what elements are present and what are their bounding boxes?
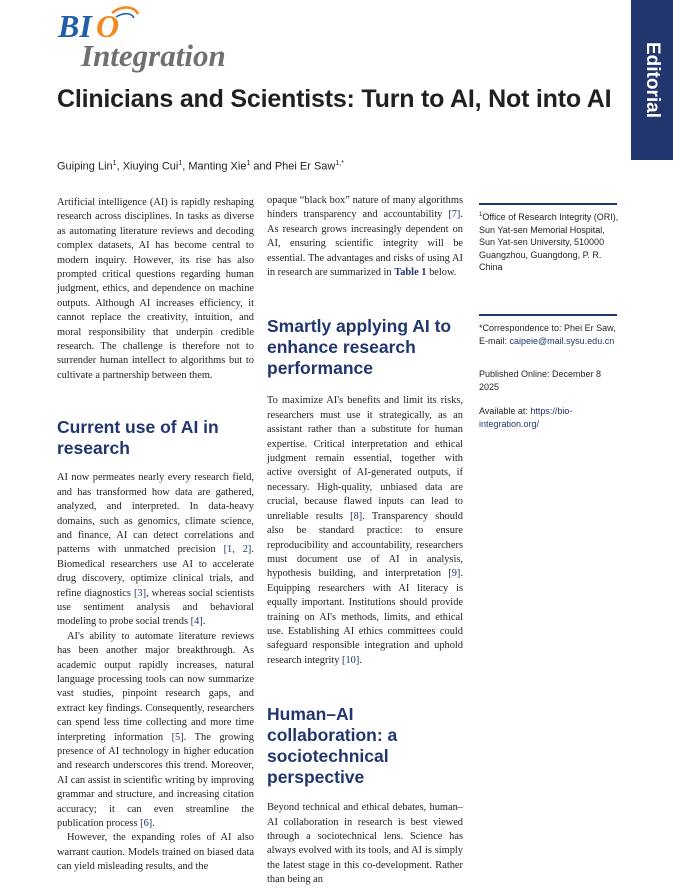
sidebar-divider <box>479 203 617 205</box>
body-paragraph: opaque “black box” nature of many algorithms hinders transparency and accountability [7]. As research grows increasingly dependent on AI, ensuring scientific integrity will be essential. The advantages and risks of using AI in research are summarized in Table 1 below. <box>267 195 463 279</box>
availability-note <box>479 405 619 430</box>
article-title: Clinicians and Scientists: Turn to AI, Not into AI <box>57 85 612 113</box>
correspondence-label: *Correspondence to: Phei Er Saw, E-mail: <box>479 323 616 346</box>
affiliation-note <box>479 209 619 274</box>
table-reference-link[interactable]: Table 1 <box>394 267 427 279</box>
body-paragraph: Beyond technical and ethical debates, human–AI collaboration in research is best viewed through a sociotechnical lens. Science has always evolved with its tools, and AI is simply the latest stage in this co-development. Rather than being an <box>267 802 463 886</box>
journal-logo <box>56 4 256 76</box>
affiliation-mark: 1 <box>479 212 483 218</box>
citation-link[interactable]: [3] <box>133 587 147 599</box>
citation-link[interactable]: [7] <box>448 209 461 221</box>
body-paragraph: AI now permeates nearly every research field, and has transformed how data are gathered, analyzed, and interpreted. In data-heavy domains, such as genomics, climate science, and finance, AI can detect correlations and patterns with unmatched precision [1, 2]. Biomedical researchers use AI to accelerate drug discovery, optimize clinical trials, and refine diagnostics [3], whereas social scientists use sentiment analysis and behavioral modeling to probe social trends [4]. <box>57 472 254 628</box>
correspondence-email-link[interactable]: caipeie@mail.sysu.edu.cn <box>509 335 615 346</box>
intro-paragraph: Artificial intelligence (AI) is rapidly reshaping research across disciplines. In tasks as diverse as automating literature reviews and decoding complex datasets, AI has become central to modern inquiry. However, its rise has also prompted critical questions regarding human judgment, ethics, and dependence on machine outputs. Although AI increases efficiency, it cannot replace the creativity, intuition, and moral responsibility that underpin credible research. The challenge is therefore not to surrender human intellect to algorithms but to cultivate a partnership between them. <box>57 197 254 381</box>
citation-link[interactable]: [5] <box>171 731 184 743</box>
section-heading-human-ai: Human–AI collaboration: a sociotechnical perspective <box>267 704 398 788</box>
citation-link[interactable]: [1, 2] <box>223 544 252 556</box>
citation-link[interactable]: [4] <box>190 616 203 628</box>
author-name: Guiping Lin <box>57 160 113 173</box>
author-affiliation-mark: 1 <box>112 160 117 167</box>
logo-integration: Integration <box>81 38 226 73</box>
author-affiliation-mark: 1,* <box>335 160 344 167</box>
article-url-link[interactable]: https://bio-integration.org/ <box>479 406 573 429</box>
author-list <box>57 160 344 173</box>
citation-link[interactable]: [6] <box>140 818 153 830</box>
author-name: Phei Er Saw <box>274 160 336 173</box>
section-heading-smartly-applying: Smartly applying AI to enhance research performance <box>267 316 452 379</box>
logo-bi: BI <box>58 8 92 44</box>
citation-link[interactable]: [8] <box>350 510 363 522</box>
author-affiliation-mark: 1 <box>178 160 183 167</box>
body-paragraph: AI's ability to automate literature reviews has been another major breakthrough. As academic output rapidly increases, natural language processing tools can now summarize vast studies, pinpoint research gaps, and extract key findings. Consequently, researchers can spend less time collecting and more time interpreting information [5]. The growing presence of AI technology in higher education and research underscores this trend. Moreover, AI can assist in scientific writing by improving grammar and structure, and increasing citation accuracy; it can even streamline the publication process [6]. <box>57 630 254 830</box>
body-paragraph: To maximize AI's benefits and limit its risks, researchers must use it strategically, as an assistant rather than a substitute for human expertise. Critical interpretation and ethical judgment remain essential, together with active oversight of AI-generated outputs, if necessary. High-quality, unbiased data are crucial, because flawed inputs can lead to unreliable results [8]. Transparency should also be standard practice: to ensure reproducibility and accountability, researchers must document use of AI in analysis, hypothesis building, and interpretation [9]. Equipping researchers with AI literacy is equally important. Institutions should provide training on AI's methods, limits, and ethical use. Establishing AI ethics committees could safeguard responsible integration and uphold research integrity [10]. <box>267 395 463 666</box>
body-column-left <box>57 196 254 875</box>
author-affiliation-mark: 1 <box>246 160 251 167</box>
article-type-label: Editorial <box>642 41 663 119</box>
citation-link[interactable]: [9] <box>448 568 461 580</box>
body-paragraph: However, the expanding roles of AI also warrant caution. Models trained on biased data can yield misleading results, and the <box>57 832 254 873</box>
published-date: Published Online: December 8 2025 <box>479 369 602 392</box>
author-separator: , <box>182 160 189 173</box>
logo-o: O <box>96 8 120 44</box>
article-type-tab <box>631 0 673 160</box>
citation-link[interactable]: [10] <box>342 654 360 666</box>
author-separator: and <box>250 160 275 173</box>
author-name: Manting Xie <box>188 160 247 173</box>
section-heading-current-use: Current use of AI in research <box>57 417 219 459</box>
correspondence-note <box>479 322 619 347</box>
body-column-middle <box>267 194 463 888</box>
author-separator: , <box>116 160 123 173</box>
sidebar-divider <box>479 314 617 316</box>
availability-label: Available at: <box>479 406 531 416</box>
author-name: Xiuying Cui <box>122 160 179 173</box>
affiliation-text: Office of Research Integrity (ORI), Sun Yat-sen Memorial Hospital, Sun Yat-sen University, 510000 Guangzhou, Guangdong, P. R. China <box>479 212 619 272</box>
logo-graphic <box>56 4 256 76</box>
